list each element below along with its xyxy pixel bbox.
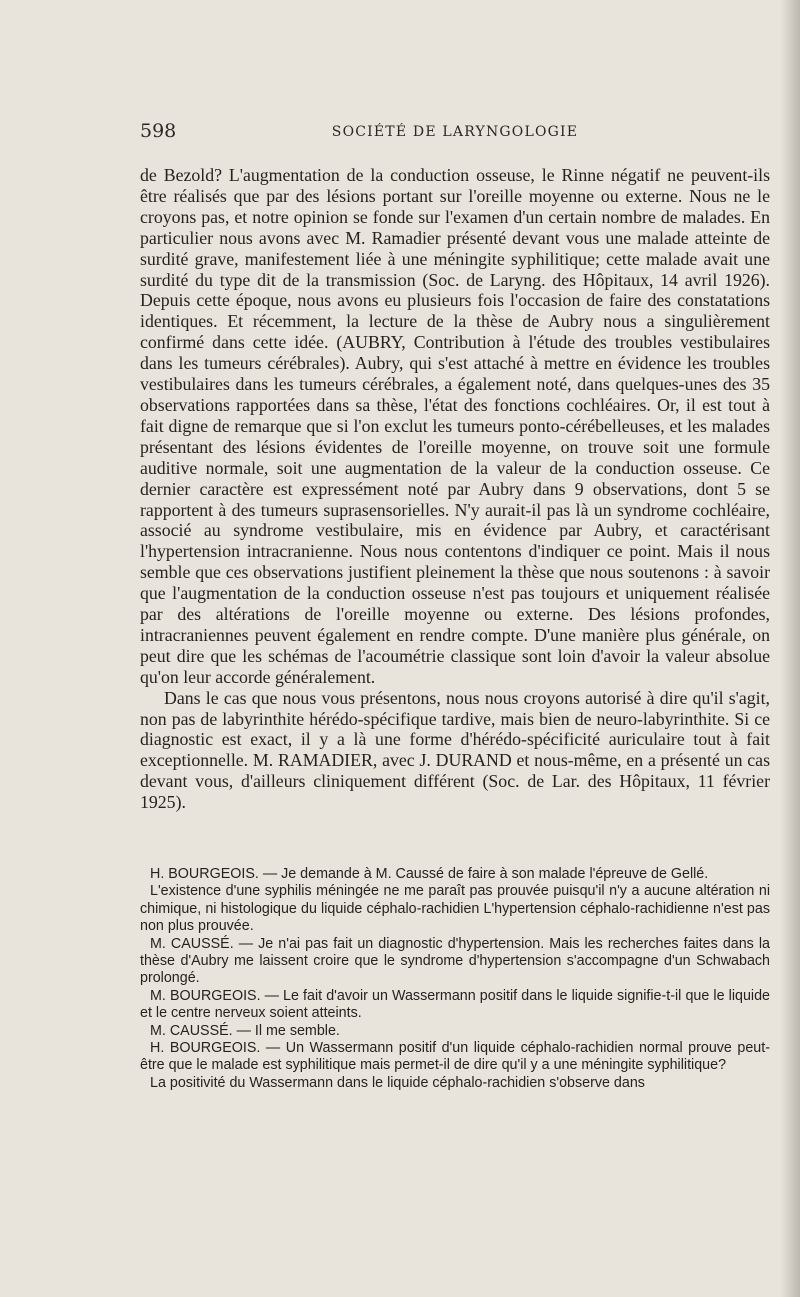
discussion-entry: [140, 1023, 770, 1040]
page-header: [140, 120, 770, 150]
running-title: SOCIÉTÉ DE LARYNGOLOGIE: [331, 124, 579, 140]
speaker-name: H. BOURGEOIS.: [150, 1040, 261, 1057]
speaker-name: M. CAUSSÉ.: [150, 1022, 233, 1039]
discussion-entry: [140, 883, 770, 935]
speaker-name: H. BOURGEOIS.: [150, 866, 259, 882]
speaker-name: M. CAUSSÉ.: [150, 935, 234, 952]
speech-text: — Je n'ai pas fait un diagnostic d'hypertension. Mais les recherches faites dans la thèse d'Aubry me laissent croire que le syndrome d'hypertension s'accompagne d'un Schwabach prolongé.: [140, 935, 771, 987]
speaker-name: M. BOURGEOIS.: [150, 987, 261, 1004]
paragraph: Dans le cas que nous vous présentons, nous nous croyons autorisé à dire qu'il s'agit, non pas de labyrinthite hérédo-spécifique tardive, mais bien de neuro-labyrinthite. Si ce diagnostic est exact, il y a là une forme d'hérédo-spécificité auriculaire tout à fait exceptionnelle. M. RAMADIER, avec J. DURAND et nous-même, en a présenté un cas devant vous, d'ailleurs cliniquement différent (Soc. de Lar. des Hôpitaux, 11 février 1925).: [140, 687, 770, 813]
speech-text: — Le fait d'avoir un Wassermann positif dans le liquide signifie-t-il que le liquide et le centre nerveux soient atteints.: [140, 987, 770, 1022]
page-number: 598: [140, 120, 177, 142]
page-edge-shadow: [780, 0, 800, 1297]
main-text: [140, 165, 770, 813]
speech-text: La positivité du Wassermann dans le liquide céphalo-rachidien s'observe dans: [150, 1074, 645, 1091]
speech-text: L'existence d'une syphilis méningée ne me paraît pas prouvée puisqu'il n'y a aucune altération ni chimique, ni histologique du liquide céphalo-rachidien L'hypertension céphalo-rachidienne n'est pas non plus prouvée.: [140, 883, 770, 935]
paragraph: de Bezold? L'augmentation de la conduction osseuse, le Rinne négatif ne peuvent-ils être réalisés que par des lésions portant sur l'oreille moyenne ou externe. Nous ne le croyons pas, et notre opinion se fonde sur l'examen d'un certain nombre de malades. En particulier nous avons avec M. Ramadier présenté devant vous une malade atteinte de surdité grave, manifestement liée à une méningite syphilitique; cette malade avait une surdité du type dit de la transmission (Soc. de Laryng. des Hôpitaux, 14 avril 1926). Depuis cette époque, nous avons eu plusieurs fois l'occasion de faire des constatations identiques. Et récemment, la lecture de la thèse de Aubry nous a singulièrement confirmé dans cette idée. (AUBRY, Contribution à l'étude des troubles vestibulaires dans les tumeurs cérébrales). Aubry, qui s'est attaché à mettre en évidence les troubles vestibulaires dans les tumeurs cérébrales, a également noté, dans quelques-unes des 35 observations rapportées dans sa thèse, l'état des fonctions cochléaires. Or, il est tout à fait digne de remarque que si l'on exclut les tumeurs ponto-cérébelleuses, et les malades présentant des lésions évidentes de l'oreille moyenne, on trouve soit une formule auditive normale, soit une augmentation de la valeur de la conduction osseuse. Ce dernier caractère est expressément noté par Aubry dans 9 observations, dont 5 se rapportent à des tumeurs suprasensorielles. N'y aurait-il pas là un syndrome cochléaire, associé au syndrome vestibulaire, mis en évidence par Aubry, et caractérisant l'hypertension intracranienne. Nous nous contentons d'indiquer ce point. Mais il nous semble que ces observations justifient pleinement la thèse que nous soutenons : à savoir que l'augmentation de la conduction osseuse n'est pas toujours et uniquement réalisée par des altérations de l'oreille moyenne ou externe. Des lésions profondes, intracraniennes peuvent également en rendre compte. D'une manière plus générale, on peut dire que les schémas de l'acoumétrie classique sont loin d'avoir la valeur absolue qu'on leur accorde généralement.: [140, 165, 770, 687]
discussion-entry: [140, 1040, 770, 1075]
discussion-entry: [140, 1075, 770, 1092]
discussion-entry: [140, 988, 770, 1023]
speech-text: — Je demande à M. Caussé de faire à son malade l'épreuve de Gellé.: [262, 866, 709, 882]
discussion-entry: [140, 866, 770, 883]
discussion: [140, 866, 770, 1092]
speech-text: — Il me semble.: [236, 1022, 340, 1039]
speech-text: — Un Wassermann positif d'un liquide céphalo-rachidien normal prouve peut-être que le malade est syphilitique mais permet-il de dire qu'il y a une méningite syphilitique?: [140, 1040, 770, 1074]
discussion-entry: [140, 936, 770, 988]
